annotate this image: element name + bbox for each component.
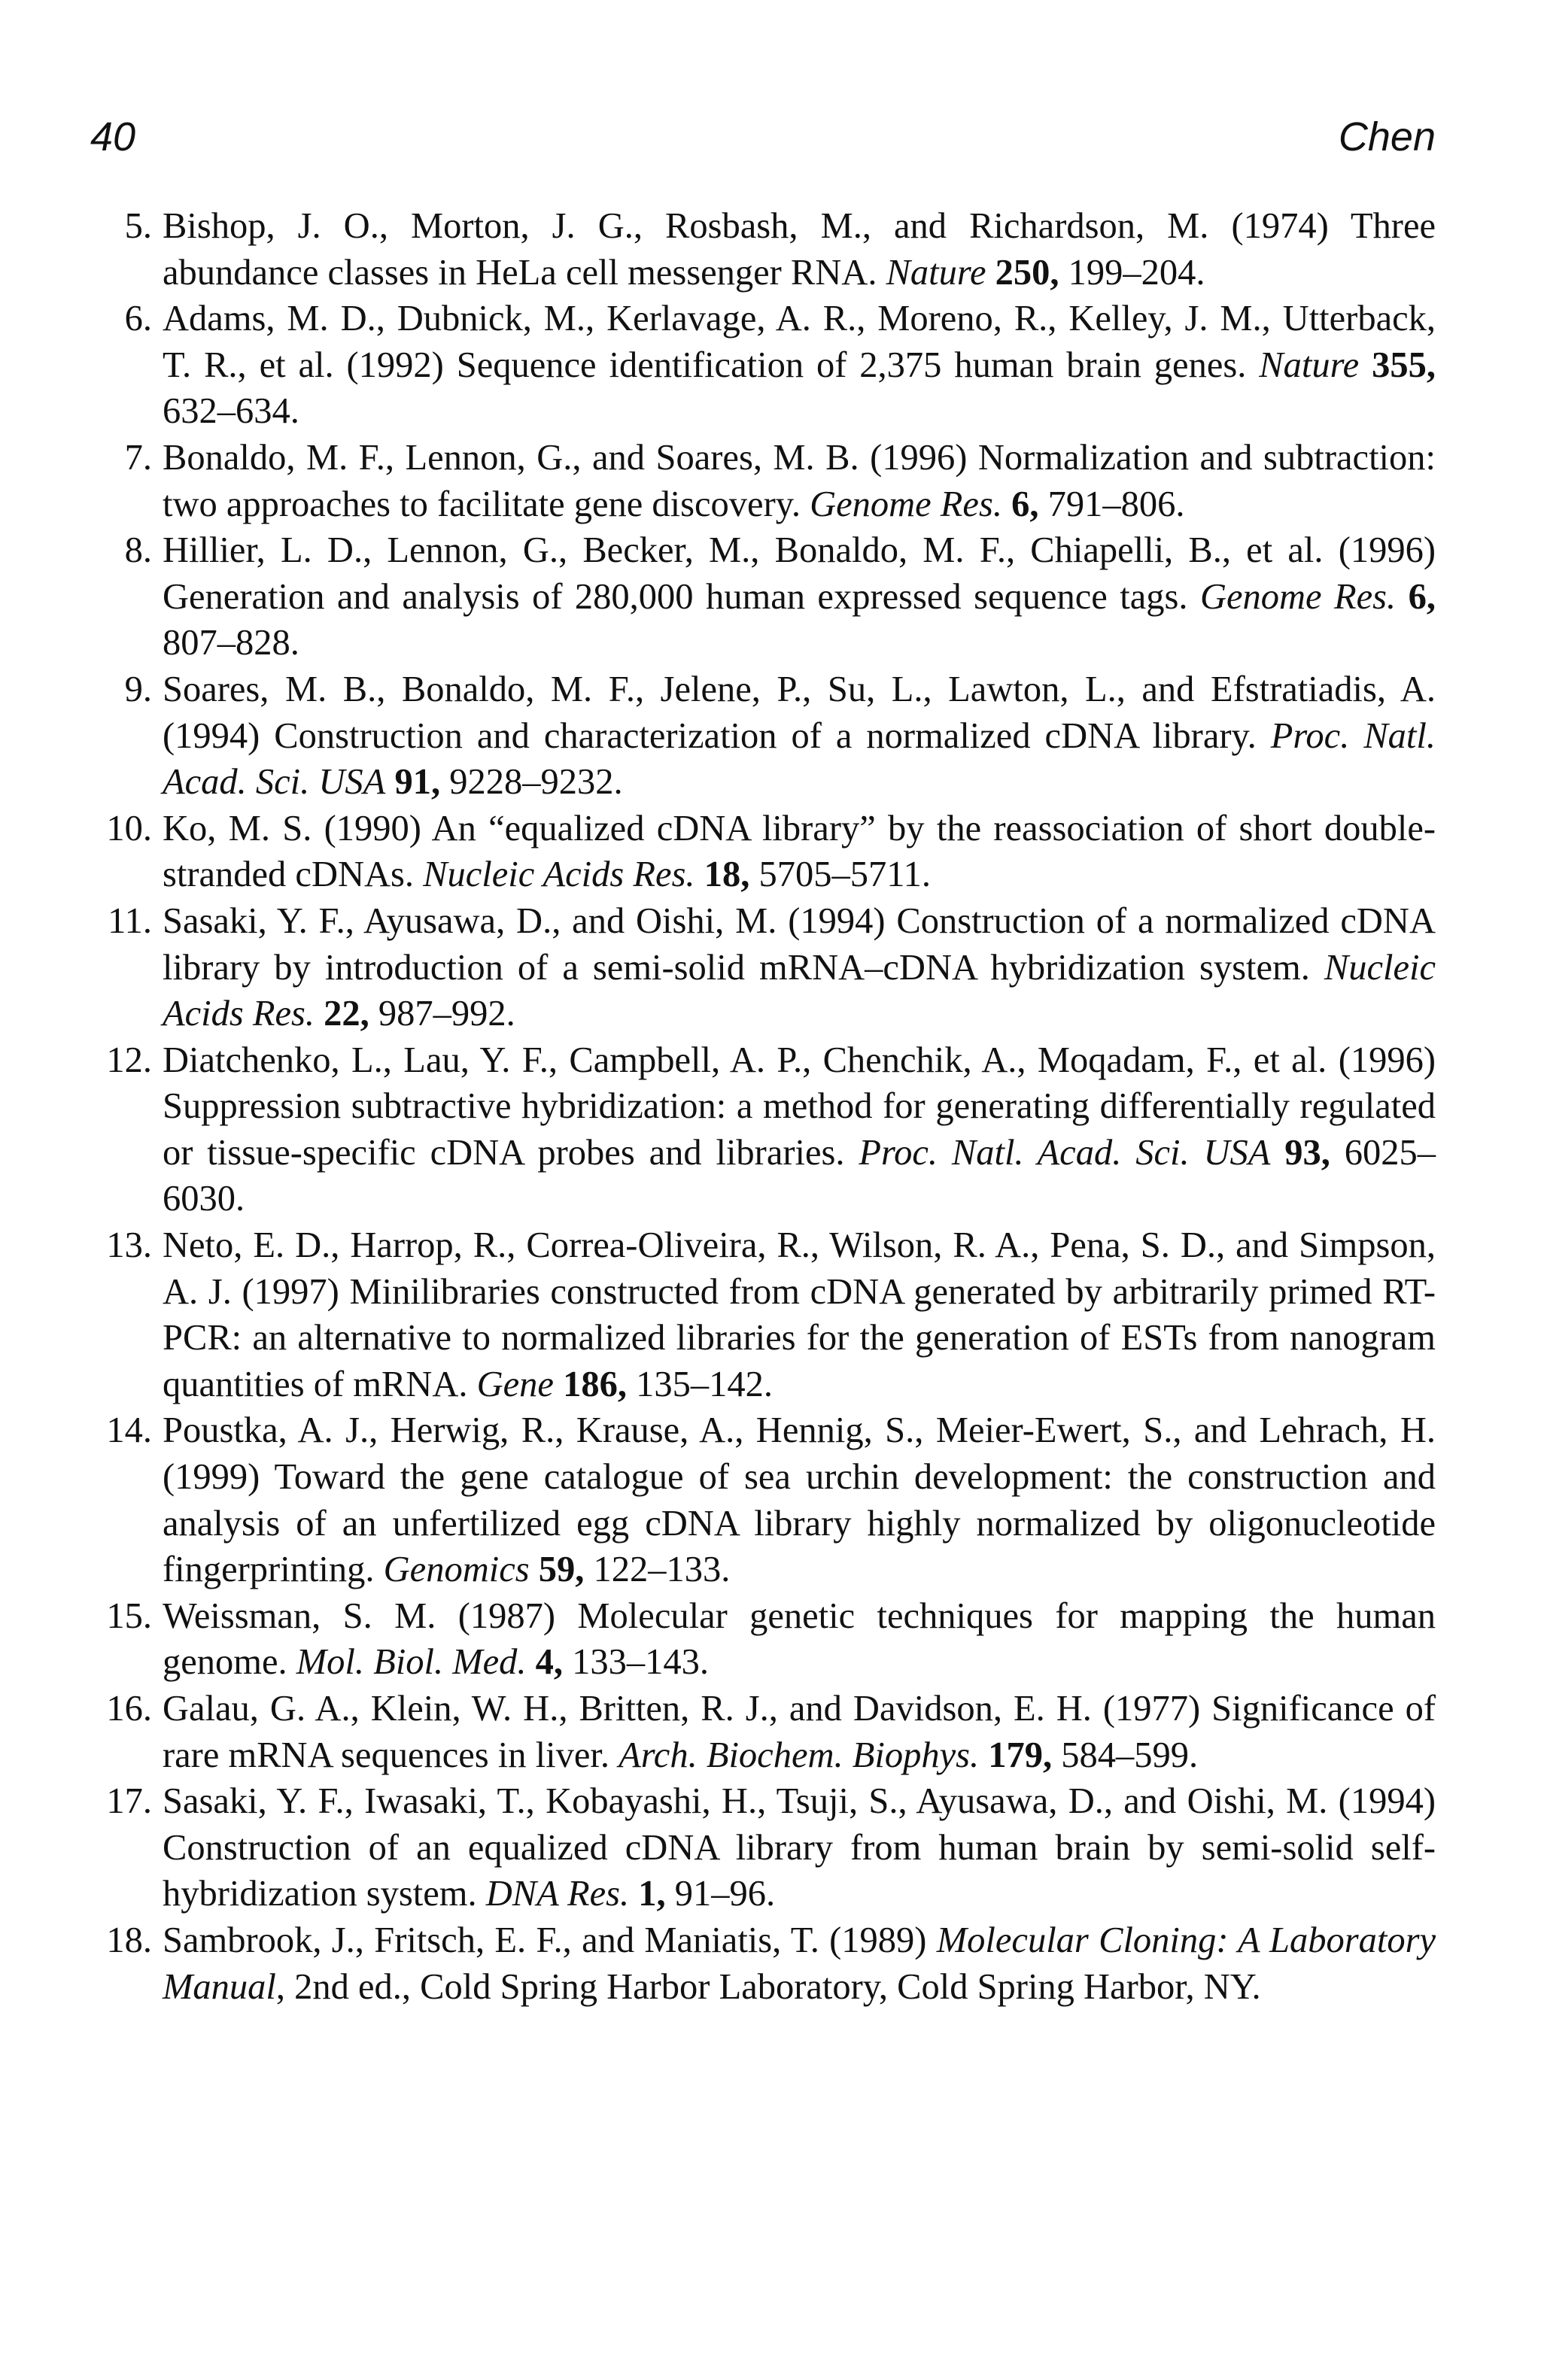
page-range: 6025–6030. (163, 1132, 1436, 1219)
reference-text: Hillier, L. D., Lennon, G., Becker, M., Bonaldo, M. F., Chiapelli, B., et al. (1996) Generation and analysis of 280,000 human expressed sequence tags. (163, 530, 1436, 617)
journal-name: Proc. Natl. Acad. Sci. USA (163, 715, 1436, 803)
journal-name: Genome Res. (1199, 576, 1397, 617)
reference-number: 18. (106, 1920, 152, 1960)
reference-item (106, 1222, 1436, 1407)
volume-number: 4, (535, 1642, 564, 1683)
reference-number: 15. (106, 1595, 152, 1636)
reference-list (106, 203, 1436, 2010)
page-range: 91–96. (674, 1874, 776, 1914)
reference-item (124, 203, 1436, 296)
journal-name: Mol. Biol. Med. (296, 1642, 527, 1683)
reference-text: Ko, M. S. (1990) An “equalized cDNA library” by the reassociation of short double-stranded cDNAs. (163, 808, 1436, 895)
reference-number: 7. (124, 437, 152, 478)
page-range: 199–204. (1068, 252, 1205, 293)
reference-text: Bishop, J. O., Morton, J. G., Rosbash, M., and Richardson, M. (1974) Three abundance classes in HeLa cell messenger RNA. (163, 206, 1436, 293)
reference-number: 16. (106, 1689, 152, 1729)
page-range: 807–828. (163, 623, 299, 663)
page-range: 135–142. (636, 1364, 773, 1404)
page-range: 584–599. (1061, 1735, 1199, 1775)
volume-number: 179, (988, 1735, 1053, 1775)
reference-text: Bonaldo, M. F., Lennon, G., and Soares, M. B. (1996) Normalization and subtraction: two approaches to facilitate gene discovery. (163, 437, 1436, 524)
journal-name: DNA Res. (485, 1874, 630, 1914)
reference-text: Galau, G. A., Klein, W. H., Britten, R. J., and Davidson, E. H. (1977) Significance of rare mRNA sequences in liver. (163, 1689, 1436, 1775)
volume-number: 250, (995, 252, 1059, 293)
reference-number: 8. (124, 530, 152, 571)
book-title: Molecular Cloning: A Laboratory Manual (163, 1920, 1436, 2007)
journal-name: Nucleic Acids Res. (423, 855, 695, 895)
journal-name: Gene (476, 1364, 554, 1404)
reference-item (106, 1407, 1436, 1592)
journal-name: Nucleic Acids Res. (163, 947, 1436, 1034)
reference-number: 10. (106, 808, 152, 848)
volume-number: 93, (1284, 1132, 1330, 1173)
reference-text: Weissman, S. M. (1987) Molecular genetic techniques for mapping the human genome. (163, 1595, 1436, 1683)
journal-name: Genome Res. (810, 484, 1002, 524)
volume-number: 355, (1372, 345, 1436, 385)
page-range: 791–806. (1047, 484, 1185, 524)
reference-number: 17. (106, 1781, 152, 1822)
reference-item (124, 666, 1436, 806)
reference-text: Adams, M. D., Dubnick, M., Kerlavage, A. R., Moreno, R., Kelley, J. M., Utterback, T. R., et al. (1992) Sequence identification of 2,375 human brain genes. (163, 299, 1436, 385)
reference-text: Sambrook, J., Fritsch, E. F., and Maniatis, T. (1989) (163, 1920, 937, 1960)
page-range: 632–634. (163, 391, 299, 432)
reference-text: Diatchenko, L., Lau, Y. F., Campbell, A. P., Chenchik, A., Moqadam, F., et al. (1996) Suppression subtractive hybridization: a method for generating differentially regulated or tissue-specific cDNA probes and libraries. (163, 1040, 1436, 1173)
volume-number: 6, (1011, 484, 1039, 524)
reference-number: 6. (124, 299, 152, 339)
running-head-author: Chen (1338, 114, 1436, 159)
volume-number: 59, (538, 1550, 585, 1590)
reference-number: 9. (124, 669, 152, 709)
journal-name: Arch. Biochem. Biophys. (619, 1735, 980, 1775)
page-range: 122–133. (593, 1550, 731, 1590)
page-range: 133–143. (572, 1642, 710, 1683)
reference-item (106, 1686, 1436, 1778)
reference-text: Poustka, A. J., Herwig, R., Krause, A., Hennig, S., Meier-Ewert, S., and Lehrach, H. (1999) Toward the gene catalogue of sea urchin development: the construction and analysis of an unfertilized egg cDNA library highly normalized by oligonucleotide fingerprinting. (163, 1410, 1436, 1590)
reference-item (124, 296, 1436, 435)
reference-text: Sasaki, Y. F., Ayusawa, D., and Oishi, M. (1994) Construction of a normalized cDNA library by introduction of a semi-solid mRNA–cDNA hybridization system. (163, 900, 1436, 988)
volume-number: 1, (638, 1874, 666, 1914)
volume-number: 91, (394, 762, 441, 803)
reference-item (124, 435, 1436, 527)
reference-item (108, 898, 1436, 1037)
reference-item (106, 1593, 1436, 1686)
reference-number: 14. (106, 1410, 152, 1451)
reference-item (124, 527, 1436, 666)
reference-text: Sasaki, Y. F., Iwasaki, T., Kobayashi, H., Tsuji, S., Ayusawa, D., and Oishi, M. (1994) Construction of an equalized cDNA library from human brain by semi-solid self-hybridization system. (163, 1781, 1436, 1914)
page-number: 40 (90, 114, 136, 159)
running-header (90, 107, 1436, 167)
page-range: 9228–9232. (449, 762, 623, 803)
reference-number: 11. (108, 900, 152, 941)
journal-name: Nature (1259, 345, 1360, 385)
page-range: 987–992. (378, 994, 515, 1034)
journal-name: Nature (886, 252, 986, 293)
reference-item (106, 1917, 1436, 2010)
reference-number: 12. (106, 1040, 152, 1080)
reference-tail: , 2nd ed., Cold Spring Harbor Laboratory, Cold Spring Harbor, NY. (275, 1966, 1261, 2007)
reference-item (106, 1037, 1436, 1222)
volume-number: 18, (704, 855, 750, 895)
journal-name: Genomics (383, 1550, 530, 1590)
reference-text: Soares, M. B., Bonaldo, M. F., Jelene, P., Su, L., Lawton, L., and Efstratiadis, A. (1994) Construction and characterization of a normalized cDNA library. (163, 669, 1436, 756)
journal-name: Proc. Natl. Acad. Sci. USA (859, 1132, 1271, 1173)
reference-number: 13. (106, 1225, 152, 1266)
reference-number: 5. (124, 206, 152, 246)
reference-text: Neto, E. D., Harrop, R., Correa-Oliveira, R., Wilson, R. A., Pena, S. D., and Simpson, A. J. (1997) Minilibraries constructed from cDNA generated by arbitrarily primed RT-PCR: an alternative to normalized libraries for the generation of ESTs from nanogram quantities of mRNA. (163, 1225, 1436, 1404)
volume-number: 6, (1408, 576, 1436, 617)
page-range: 5705–5711. (758, 855, 932, 895)
volume-number: 22, (324, 994, 369, 1034)
volume-number: 186, (563, 1364, 627, 1404)
reference-item (106, 806, 1436, 898)
reference-item (106, 1778, 1436, 1917)
